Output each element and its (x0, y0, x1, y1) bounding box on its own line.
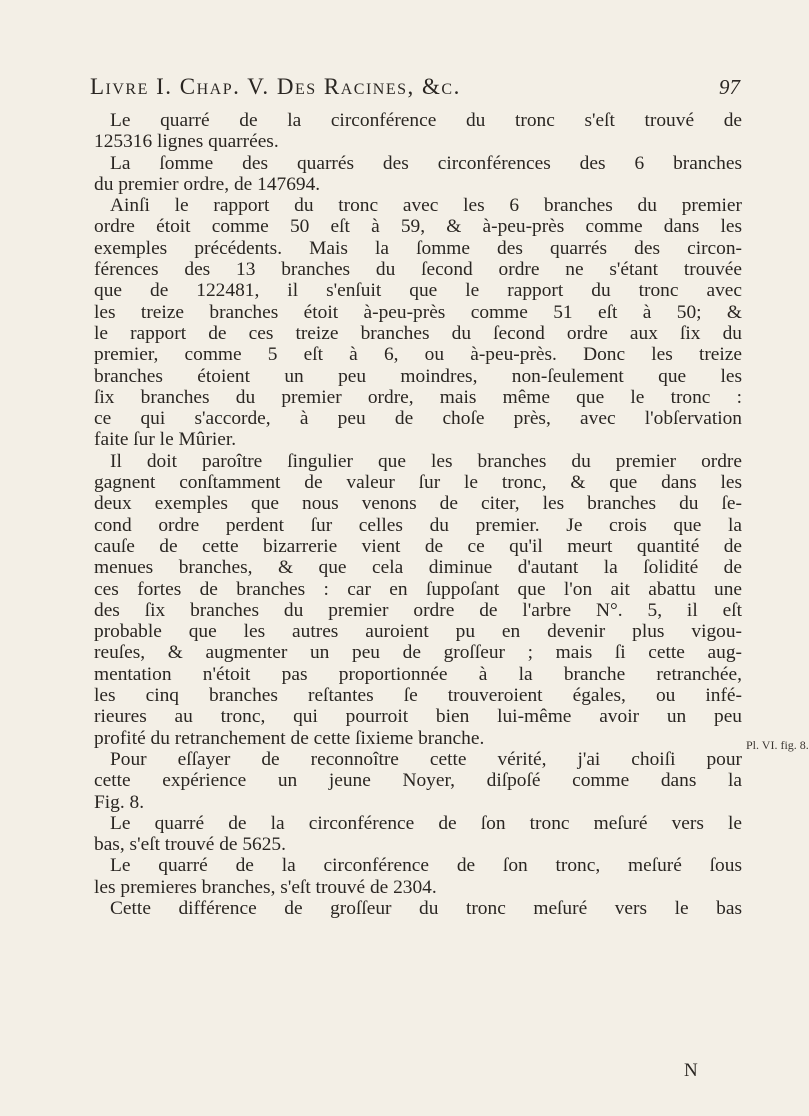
text-line: le rapport de ces treize branches du ſecond ordre aux ſix du (94, 322, 742, 344)
running-header (90, 74, 740, 100)
text-line: ce qui s'accorde, à peu de choſe près, avec l'obſervation (94, 408, 742, 430)
text-line: Pour eſſayer de reconnoître cette vérité, j'ai choiſi pour (110, 748, 742, 770)
text-line: cauſe de cette bizarrerie vient de ce qu'il meurt quantité de (94, 535, 742, 557)
paragraph (94, 451, 742, 749)
text-line: ces fortes de branches : car en ſuppoſant que l'on ait abattu une (94, 578, 742, 600)
text-line: du premier ordre, de 147694. (94, 173, 321, 195)
text-line: les treize branches étoit à-peu-près comme 51 eſt à 50; & (94, 301, 742, 323)
paragraph (94, 898, 742, 919)
text-line: faite ſur le Mûrier. (94, 429, 237, 451)
text-line: que de 122481, il s'enſuit que le rapport du tronc avec (94, 280, 742, 302)
text-line: gagnent conſtamment de valeur ſur le tronc, & que dans les (94, 472, 742, 494)
text-line: bas, s'eſt trouvé de 5625. (94, 834, 286, 856)
text-line: 125316 lignes quarrées. (94, 131, 279, 153)
text-line: rieures au tronc, qui pourroit bien lui-même avoir un peu (94, 706, 742, 728)
page-number: 97 (719, 75, 740, 99)
text-line: La ſomme des quarrés des circonférences des 6 branches (110, 152, 742, 174)
text-line: Le quarré de la circonférence de ſon tronc meſuré vers le (110, 812, 742, 834)
text-line: Fig. 8. (94, 791, 145, 813)
text-line: Le quarré de la circonférence du tronc s'eſt trouvé de (110, 110, 742, 131)
text-line: cond ordre perdent ſur celles du premier. Je crois que la (94, 514, 742, 536)
text-line: reuſes, & augmenter un peu de groſſeur ; mais ſi cette aug- (94, 642, 742, 664)
text-line: profité du retranchement de cette ſixieme branche. (94, 727, 485, 749)
text-line: branches étoient un peu moindres, non-ſeulement que les (94, 365, 742, 387)
text-line: les premieres branches, s'eſt trouvé de 2304. (94, 876, 437, 898)
paragraph (94, 749, 742, 813)
text-line: férences des 13 branches du ſecond ordre ne s'étant trouvée (94, 259, 742, 281)
text-line: probable que les autres auroient pu en devenir plus vigou- (94, 621, 742, 643)
text-line: Le quarré de la circonférence de ſon tronc, meſuré ſous (110, 855, 742, 877)
text-body (94, 110, 742, 919)
text-line: deux exemples que nous venons de citer, les branches du ſe- (94, 493, 742, 515)
text-line: ordre étoit comme 50 eſt à 59, & à-peu-près comme dans les (94, 216, 742, 238)
text-line: ſix branches du premier ordre, mais même que le tronc : (94, 386, 742, 408)
text-line: mentation n'étoit pas proportionnée à la branche retranchée, (94, 663, 742, 685)
text-line: Ainſi le rapport du tronc avec les 6 branches du premier (110, 195, 742, 217)
paragraph (94, 855, 742, 898)
text-line: des ſix branches du premier ordre de l'arbre N°. 5, il eſt (94, 599, 742, 621)
text-line: exemples précédents. Mais la ſomme des quarrés des circon- (94, 237, 742, 259)
text-line: cette expérience un jeune Noyer, diſpoſé comme dans la (94, 770, 742, 792)
paragraph (94, 153, 742, 196)
running-title: Livre I. Chap. V. Des Racines, &c. (90, 74, 461, 99)
catchword: N (684, 1060, 698, 1081)
margin-note: Pl. VI. fig. 8. (746, 738, 809, 752)
paragraph (94, 195, 742, 451)
text-line: Cette différence de groſſeur du tronc meſuré vers le bas (110, 897, 742, 919)
text-line: Il doit paroître ſingulier que les branches du premier ordre (110, 450, 742, 472)
text-line: menues branches, & que cela diminue d'autant la ſolidité de (94, 557, 742, 579)
text-line: les cinq branches reſtantes ſe trouveroient égales, ou infé- (94, 685, 742, 707)
text-line: premier, comme 5 eſt à 6, ou à-peu-près. Donc les treize (94, 344, 742, 366)
paragraph (94, 813, 742, 856)
paragraph (94, 110, 742, 153)
